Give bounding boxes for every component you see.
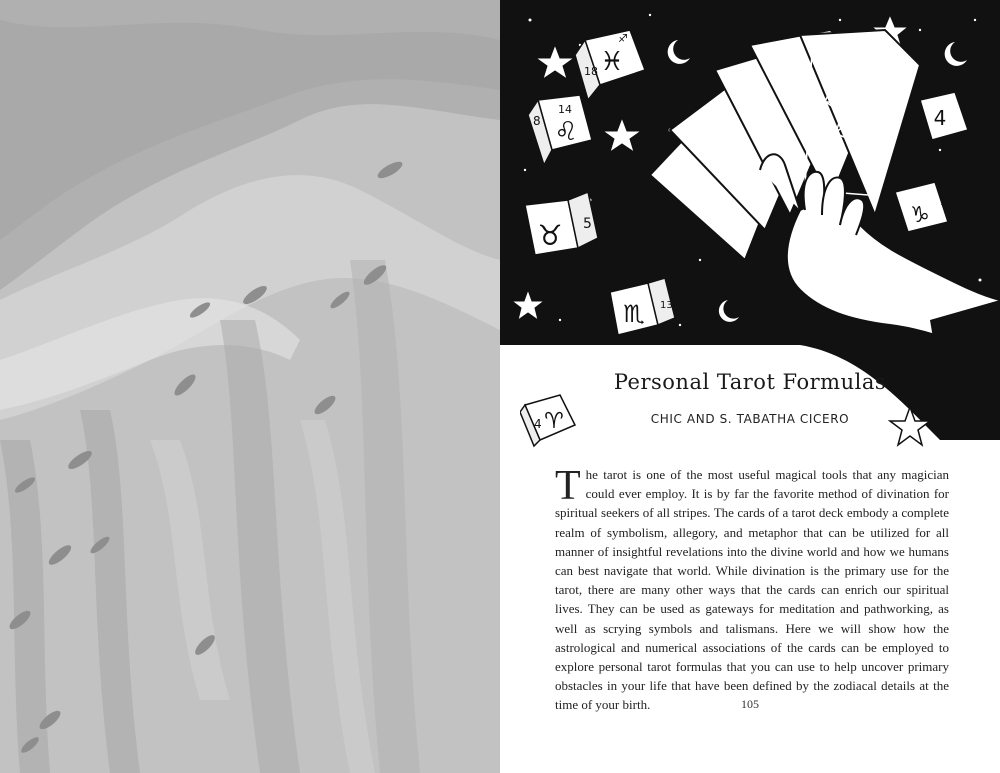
svg-text:13: 13 [660, 300, 673, 311]
svg-text:5: 5 [583, 216, 592, 232]
svg-text:♉: ♉ [537, 219, 563, 252]
svg-text:♌: ♌ [554, 117, 578, 147]
svg-text:♈: ♈ [544, 409, 564, 434]
svg-text:♑: ♑ [910, 203, 930, 228]
svg-text:♏: ♏ [623, 300, 645, 328]
text-page [500, 0, 1000, 773]
chapter-heading: Personal Tarot Formulas [613, 370, 887, 394]
svg-text:4: 4 [534, 417, 542, 431]
body-paragraph [555, 465, 949, 715]
svg-text:♐: ♐ [618, 32, 628, 45]
svg-text:9: 9 [940, 197, 947, 208]
svg-text:20: 20 [910, 232, 923, 243]
page-number: 105 [741, 697, 759, 711]
body-text: he tarot is one of the most useful magical tools that any magician could ever employ. It is by far the favorite method of divination for spiritual seekers of all stripes. The cards of a tarot deck embody a complete realm of symbolism, allegory, and metaphor that can be utilized for all manner of insightful revelations into the divine world and how we humans can best navigate that world. While divination is the primary use for the tarot, there are many other ways that the cards can enrich our spiritual lives. They can be used as gateways for meditation and pathworking, as well as scrying symbols and talismans. Here we will show how the astrological and numerical associations of the cards can be employed to explore personal tarot formulas that you can use to help uncover primary obstacles in your life that have been defined by the zodiacal details at the time of your birth. [555, 467, 949, 713]
svg-text:14: 14 [558, 103, 572, 116]
author-byline: CHIC AND S. TABATHA CICERO [650, 412, 850, 426]
svg-text:18: 18 [584, 65, 598, 78]
svg-text:16: 16 [940, 140, 953, 151]
svg-text:4: 4 [933, 106, 947, 130]
drop-cap: T [555, 463, 581, 509]
svg-text:♓: ♓ [600, 47, 624, 77]
svg-text:8: 8 [533, 114, 541, 128]
